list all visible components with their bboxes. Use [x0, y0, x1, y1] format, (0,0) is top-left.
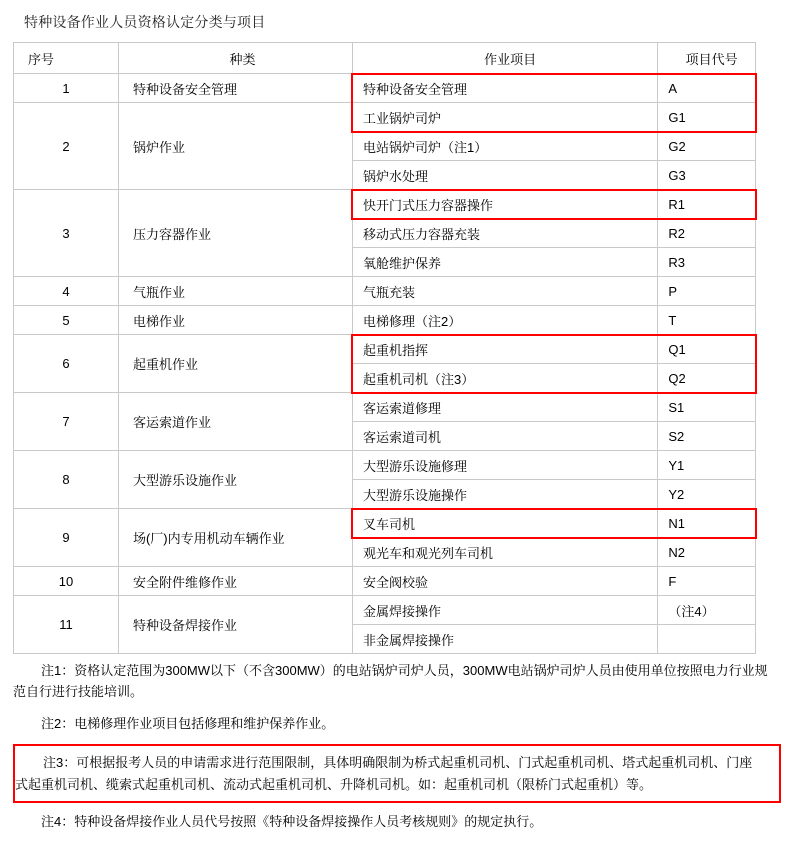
cell-no: 1	[14, 74, 119, 103]
cell-item: 锅炉水处理	[352, 161, 657, 190]
cell-code: R2	[658, 219, 756, 248]
cell-code: Y2	[658, 480, 756, 509]
cell-code: Q2	[658, 364, 756, 393]
note-item: 注3：可根据报考人员的申请需求进行范围限制，具体明确限制为桥式起重机司机、门式起重机司机、塔式起重机司机、门座式起重机司机、缆索式起重机司机、流动式起重机司机、升降机司机。如：起重机司机（限桥门式起重机）等。	[15, 755, 753, 792]
table-body	[14, 74, 756, 654]
cell-no: 11	[14, 596, 119, 654]
cell-code: R1	[658, 190, 756, 219]
cell-item: 起重机指挥	[352, 335, 657, 364]
table-row	[14, 393, 756, 422]
table-row	[14, 567, 756, 596]
cell-code: F	[658, 567, 756, 596]
table-row	[14, 74, 756, 103]
table-row	[14, 190, 756, 219]
table-row	[14, 451, 756, 480]
cell-category: 场(厂)内专用机动车辆作业	[118, 509, 352, 567]
note-item: 注1：资格认定范围为300MW以下（不含300MW）的电站锅炉司炉人员，300MW电站锅炉司炉人员由使用单位按照电力行业规范自行进行技能培训。	[13, 663, 768, 700]
cell-no: 7	[14, 393, 119, 451]
cell-item: 移动式压力容器充装	[352, 219, 657, 248]
cell-category: 压力容器作业	[118, 190, 352, 277]
cell-category: 特种设备安全管理	[118, 74, 352, 103]
cell-no: 3	[14, 190, 119, 277]
cell-item: 工业锅炉司炉	[352, 103, 657, 132]
cell-item: 非金属焊接操作	[352, 625, 657, 654]
cell-code: P	[658, 277, 756, 306]
cell-item: 快开门式压力容器操作	[352, 190, 657, 219]
cell-code: G2	[658, 132, 756, 161]
cell-item: 氧舱维护保养	[352, 248, 657, 277]
table-row	[14, 306, 756, 335]
cell-item: 叉车司机	[352, 509, 657, 538]
cell-no: 4	[14, 277, 119, 306]
cell-item: 电梯修理（注2）	[352, 306, 657, 335]
note-item: 注4：特种设备焊接作业人员代号按照《特种设备焊接操作人员考核规则》的规定执行。	[41, 814, 543, 830]
cell-code: N2	[658, 538, 756, 567]
cell-code: S1	[658, 393, 756, 422]
cell-code: Y1	[658, 451, 756, 480]
column-header-no: 序号	[14, 43, 119, 74]
cell-code: S2	[658, 422, 756, 451]
cell-no: 6	[14, 335, 119, 393]
cell-category: 大型游乐设施作业	[118, 451, 352, 509]
cell-item: 客运索道司机	[352, 422, 657, 451]
cell-item: 电站锅炉司炉（注1）	[352, 132, 657, 161]
table-row	[14, 103, 756, 132]
cell-item: 气瓶充装	[352, 277, 657, 306]
cell-category: 安全附件维修作业	[118, 567, 352, 596]
qualification-table	[13, 42, 756, 654]
column-header-item: 作业项目	[352, 43, 657, 74]
column-header-code: 项目代号	[658, 43, 756, 74]
cell-item: 安全阀校验	[352, 567, 657, 596]
cell-category: 特种设备焊接作业	[118, 596, 352, 654]
cell-no: 9	[14, 509, 119, 567]
page-title: 特种设备作业人员资格认定分类与项目	[24, 14, 266, 30]
cell-item: 特种设备安全管理	[352, 74, 657, 103]
table-row	[14, 335, 756, 364]
cell-item: 起重机司机（注3）	[352, 364, 657, 393]
cell-no: 2	[14, 103, 119, 190]
cell-code: G3	[658, 161, 756, 190]
cell-code: G1	[658, 103, 756, 132]
table-row	[14, 596, 756, 625]
table-header	[14, 43, 756, 74]
table-header-row	[14, 43, 756, 74]
cell-code	[658, 625, 756, 654]
cell-item: 客运索道修理	[352, 393, 657, 422]
notes-section	[13, 660, 783, 833]
cell-item: 观光车和观光列车司机	[352, 538, 657, 567]
cell-code: T	[658, 306, 756, 335]
cell-item: 大型游乐设施操作	[352, 480, 657, 509]
cell-item: 大型游乐设施修理	[352, 451, 657, 480]
cell-no: 5	[14, 306, 119, 335]
cell-category: 电梯作业	[118, 306, 352, 335]
cell-code: （注4）	[658, 596, 756, 625]
cell-category: 锅炉作业	[118, 103, 352, 190]
table-row	[14, 277, 756, 306]
cell-category: 起重机作业	[118, 335, 352, 393]
cell-category: 气瓶作业	[118, 277, 352, 306]
cell-code: Q1	[658, 335, 756, 364]
cell-no: 8	[14, 451, 119, 509]
column-header-category: 种类	[118, 43, 352, 74]
cell-category: 客运索道作业	[118, 393, 352, 451]
note-item-highlighted	[13, 744, 781, 803]
cell-code: N1	[658, 509, 756, 538]
table-row	[14, 509, 756, 538]
cell-no: 10	[14, 567, 119, 596]
cell-code: A	[658, 74, 756, 103]
note-item: 注2：电梯修理作业项目包括修理和维护保养作业。	[41, 715, 335, 731]
cell-code: R3	[658, 248, 756, 277]
cell-item: 金属焊接操作	[352, 596, 657, 625]
